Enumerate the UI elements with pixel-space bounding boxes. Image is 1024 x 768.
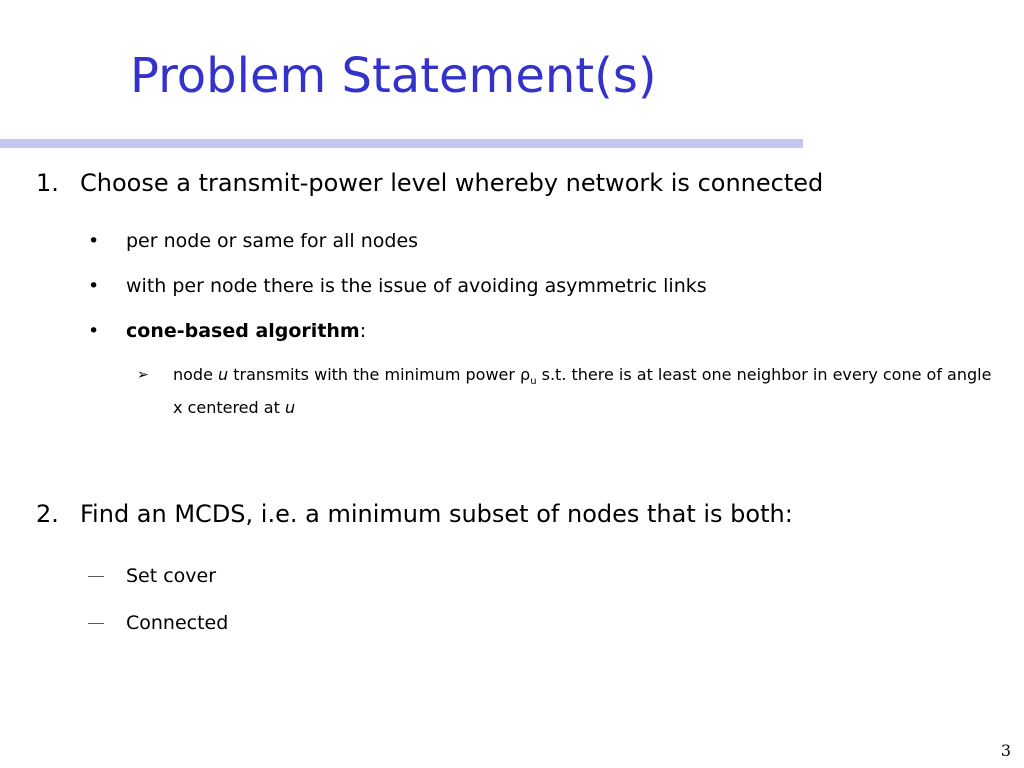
item-2-text: Find an MCDS, i.e. a minimum subset of nodes that is both: (80, 500, 793, 528)
bullet-text-bold (126, 319, 366, 343)
bullet-marker: • (88, 320, 100, 342)
arrow-bullet-icon: ➢ (137, 367, 149, 383)
item-2-number: 2. (36, 500, 59, 528)
dash-marker (88, 623, 104, 624)
list-item-2 (36, 499, 793, 529)
list-item-1 (36, 168, 823, 198)
dash-text: Connected (126, 612, 229, 634)
colon: : (359, 320, 367, 342)
bullet-text: per node or same for all nodes (126, 230, 419, 252)
title-underline (0, 139, 803, 148)
bullet-marker: • (88, 230, 100, 252)
item-1-number: 1. (36, 169, 59, 197)
bullet-marker: • (88, 275, 100, 297)
slide-title: Problem Statement(s) (130, 48, 657, 104)
bullet-text: with per node there is the issue of avoiding asymmetric links (126, 275, 707, 297)
bold-term: cone-based algorithm (126, 320, 360, 342)
item-1-text: Choose a transmit-power level whereby network is connected (80, 169, 824, 197)
dash-marker (88, 576, 104, 577)
dash-text: Set cover (126, 565, 217, 587)
page-number: 3 (1000, 741, 1011, 760)
sub-bullet-text: node u transmits with the minimum power $\rho_u$ s.t. there is at least one neighbor in every cone of angle x centered at u (173, 365, 992, 418)
